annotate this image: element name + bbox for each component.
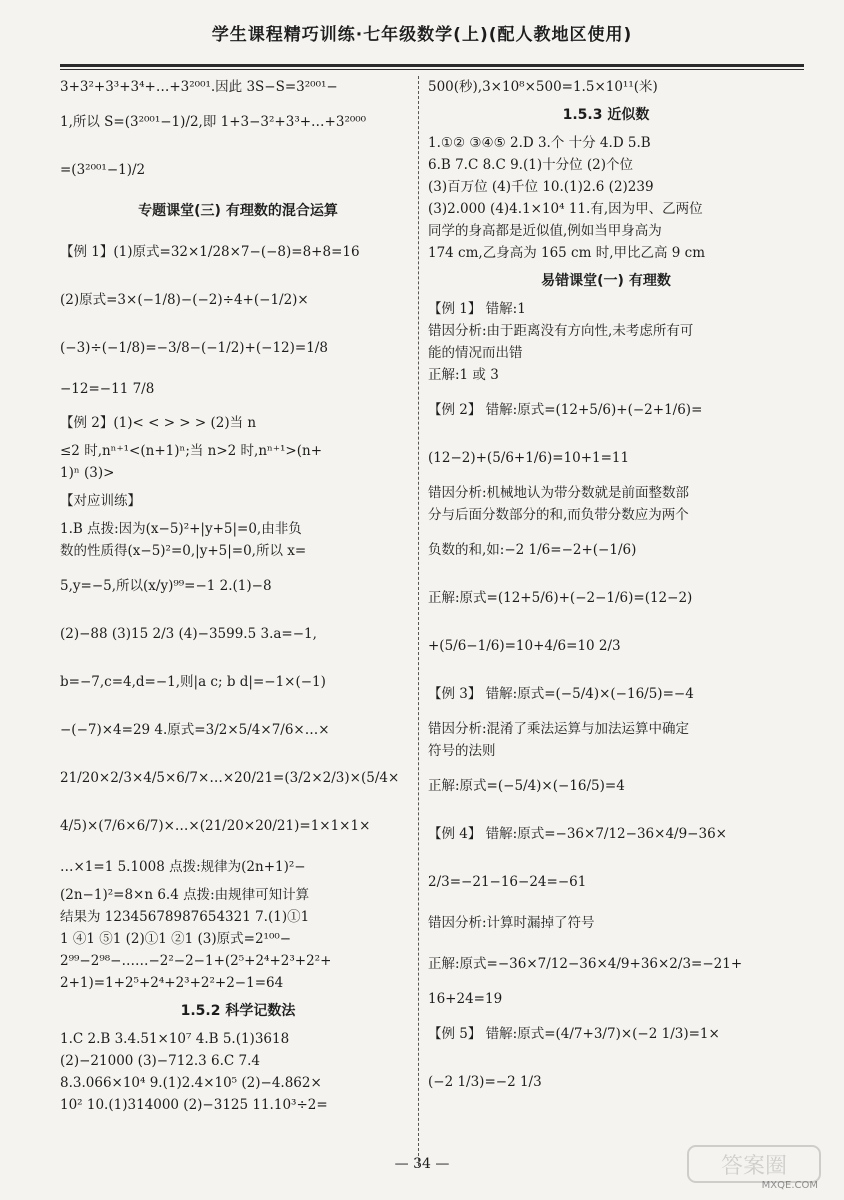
text-line: 正解:原式=−36×7/12−36×4/9+36×2/3=−21+	[428, 956, 743, 972]
watermark-text: 答案圈	[720, 1154, 788, 1179]
text-line: 1.B 点拨:因为(x−5)²+|y+5|=0,由非负	[60, 521, 302, 537]
text-line: 【例 2】 错解:原式=(12+5/6)+(−2+1/6)=	[428, 402, 703, 418]
text-line: 2⁹⁹−2⁹⁸−……−2²−2−1+(2⁵+2⁴+2³+2²+	[60, 953, 332, 969]
text-line: 错因分析:机械地认为带分数就是前面整数部	[428, 485, 690, 501]
text-line: −(−7)×4=29 4.原式=3/2×5/4×7/6×…×	[60, 722, 330, 738]
text-line: (−2 1/3)=−2 1/3	[428, 1074, 542, 1090]
text-line: 【例 5】 错解:原式=(4/7+3/7)×(−2 1/3)=1×	[428, 1026, 720, 1042]
text-line: (3)百万位 (4)千位 10.(1)2.6 (2)239	[428, 179, 654, 195]
header-rule	[60, 64, 804, 67]
watermark-site: MXQE.COM	[761, 1180, 818, 1191]
text-line: 2+1)=1+2⁵+2⁴+2³+2²+2−1=64	[60, 975, 284, 991]
text-line: 正解:1 或 3	[428, 367, 499, 383]
text-line: 错因分析:由于距离没有方向性,未考虑所有可	[428, 323, 694, 339]
text-line: (2)−88 (3)15 2/3 (4)−3599.5 3.a=−1,	[60, 626, 317, 642]
text-line: 【例 1】 错解:1	[428, 301, 526, 317]
text-line: 符号的法则	[428, 743, 496, 759]
text-line: 【例 3】 错解:原式=(−5/4)×(−16/5)=−4	[428, 686, 694, 702]
text-line: 错因分析:计算时漏掉了符号	[428, 915, 595, 931]
page-number: — 34 —	[394, 1156, 450, 1172]
header-title: 学生课程精巧训练·七年级数学(上)(配人教地区使用)	[211, 25, 633, 45]
text-line: (3)2.000 (4)4.1×10⁴ 11.有,因为甲、乙两位	[428, 201, 703, 217]
text-line: 能的情况而出错	[428, 345, 523, 361]
text-line: 16+24=19	[428, 991, 503, 1007]
text-line: 结果为 12345678987654321 7.(1)①1	[60, 909, 310, 925]
text-line: …×1=1 5.1008 点拨:规律为(2n+1)²−	[60, 859, 306, 875]
left-column	[60, 76, 416, 1166]
text-line: 8.3.066×10⁴ 9.(1)2.4×10⁵ (2)−4.862×	[60, 1075, 322, 1091]
text-line: 6.B 7.C 8.C 9.(1)十分位 (2)个位	[428, 157, 634, 173]
text-line: ≤2 时,nⁿ⁺¹<(n+1)ⁿ;当 n>2 时,nⁿ⁺¹>(n+	[60, 443, 323, 459]
text-line: 10² 10.(1)314000 (2)−3125 11.10³÷2=	[60, 1097, 328, 1113]
text-line: 正解:原式=(12+5/6)+(−2−1/6)=(12−2)	[428, 590, 693, 606]
section-title-scientific-notation: 1.5.2 科学记数法	[180, 1003, 296, 1019]
text-line: 3+3²+3³+3⁴+…+3²⁰⁰¹.因此 3S−S=3²⁰⁰¹−	[60, 79, 338, 95]
text-line: 负数的和,如:−2 1/6=−2+(−1/6)	[428, 542, 637, 558]
text-line: +(5/6−1/6)=10+4/6=10 2/3	[428, 638, 621, 654]
right-column	[428, 76, 784, 1166]
text-line: 174 cm,乙身高为 165 cm 时,甲比乙高 9 cm	[428, 245, 706, 261]
text-line: 【例 1】(1)原式=32×1/28×7−(−8)=8+8=16	[60, 244, 360, 260]
text-line: 1.①② ③④⑤ 2.D 3.个 十分 4.D 5.B	[428, 135, 651, 151]
text-line: (2)−21000 (3)−712.3 6.C 7.4	[60, 1053, 261, 1069]
text-line: 【例 2】(1)< < > > > (2)当 n	[60, 415, 257, 431]
text-line: 1)ⁿ (3)>	[60, 465, 115, 481]
text-line: 同学的身高都是近似值,例如当甲身高为	[428, 223, 662, 239]
section-title-error-lesson-1: 易错课堂(一) 有理数	[541, 273, 671, 289]
column-divider	[418, 76, 419, 1166]
text-line: 5,y=−5,所以(x/y)⁹⁹=−1 2.(1)−8	[60, 578, 272, 594]
subsection-heading: 【对应训练】	[60, 493, 141, 509]
text-line: b=−7,c=4,d=−1,则|a c; b d|=−1×(−1)	[60, 674, 326, 690]
text-line: −12=−11 7/8	[60, 381, 155, 397]
text-line: 1,所以 S=(3²⁰⁰¹−1)/2,即 1+3−3²+3³+…+3²⁰⁰⁰	[60, 114, 367, 130]
text-line: (12−2)+(5/6+1/6)=10+1=11	[428, 450, 630, 466]
text-line: 2/3=−21−16−24=−61	[428, 874, 587, 890]
page-header	[0, 0, 844, 60]
section-title-approximate-numbers: 1.5.3 近似数	[562, 107, 650, 123]
text-line: 【例 4】 错解:原式=−36×7/12−36×4/9−36×	[428, 826, 727, 842]
text-line: 500(秒),3×10⁸×500=1.5×10¹¹(米)	[428, 79, 658, 95]
text-line: 1.C 2.B 3.4.51×10⁷ 4.B 5.(1)3618	[60, 1031, 290, 1047]
text-line: 1 ④1 ⑤1 (2)①1 ②1 (3)原式=2¹⁰⁰−	[60, 931, 292, 947]
text-line: 正解:原式=(−5/4)×(−16/5)=4	[428, 778, 625, 794]
text-line: 错因分析:混淆了乘法运算与加法运算中确定	[428, 721, 690, 737]
text-line: 21/20×2/3×4/5×6/7×…×20/21=(3/2×2/3)×(5/4×	[60, 770, 400, 786]
text-line: 分与后面分数部分的和,而负带分数应为两个	[428, 507, 689, 523]
text-line: 数的性质得(x−5)²=0,|y+5|=0,所以 x=	[60, 543, 307, 559]
text-line: (2n−1)²=8×n 6.4 点拨:由规律可知计算	[60, 887, 310, 903]
text-line: (2)原式=3×(−1/8)−(−2)÷4+(−1/2)×	[60, 292, 309, 308]
header-rule-thin	[60, 69, 804, 70]
text-line: =(3²⁰⁰¹−1)/2	[60, 162, 146, 178]
section-title-special-lesson-3: 专题课堂(三) 有理数的混合运算	[138, 203, 338, 219]
text-line: 4/5)×(7/6×6/7)×…×(21/20×20/21)=1×1×1×	[60, 818, 371, 834]
text-line: (−3)÷(−1/8)=−3/8−(−1/2)+(−12)=1/8	[60, 340, 328, 356]
